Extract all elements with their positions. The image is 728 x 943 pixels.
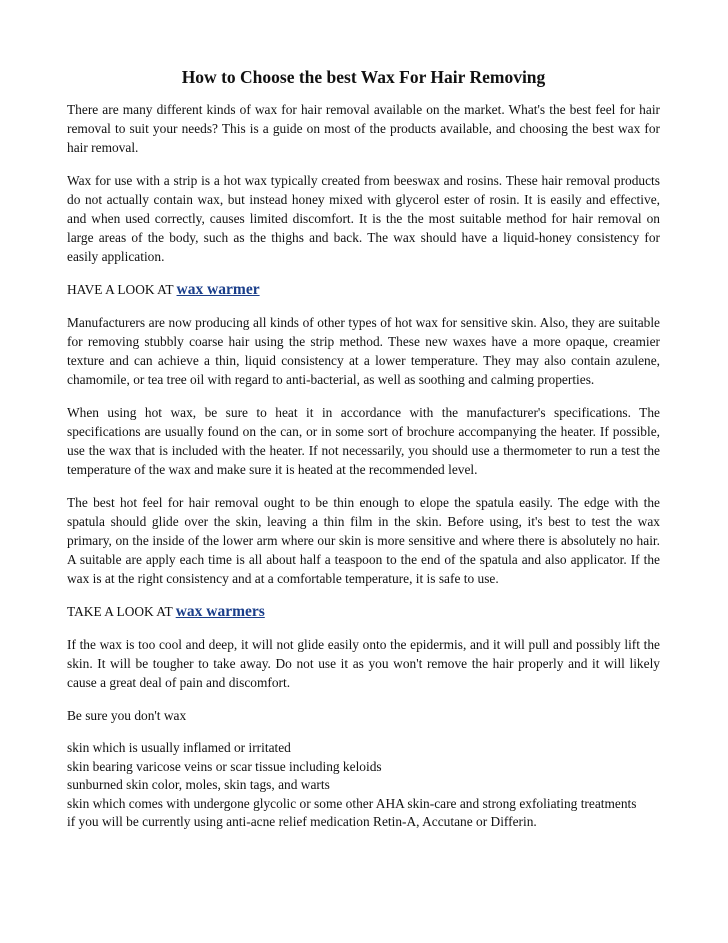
list-item: skin which comes with undergone glycolic or some other AHA skin-care and strong exfoliating treatments — [67, 795, 637, 811]
wax-warmers-link[interactable]: wax warmers — [175, 603, 265, 620]
cta-prefix: HAVE A LOOK AT — [67, 282, 174, 297]
too-cool-paragraph: If the wax is too cool and deep, it will not glide easily onto the epidermis, and it will pull and possibly lift the skin. It will be tougher to take away. Do not use it as you won't remove the hair properly and it will likely cause a great deal of pain and discomfort. — [67, 637, 660, 690]
best-feel-paragraph: The best hot feel for hair removal ought to be thin enough to elope the spatula easily. The edge with the spatula should glide over the skin, leaving a thin film in the skin. Before using, it's best to test the wax primary, on the inside of the lower arm where our skin is more sensitive and where there is absolutely no hair. A suitable are apply each time is all about half a teaspoon to the end of the spatula and also applicator. If the wax is at the right consistency and at a comfortable temperature, it is safe to use. — [67, 495, 660, 586]
manufacturers-paragraph: Manufacturers are now producing all kinds of other types of hot wax for sensitive skin. Also, they are suitable for removing stubbly coarse hair using the strip method. These new waxes have a more opaque, creamier texture and can achieve a thin, liquid consistency at a lower temperature. They may also contain azulene, chamomile, or tea tree oil with regard to anti-bacterial, as well as soothing and calming properties. — [67, 315, 660, 387]
intro-paragraph: There are many different kinds of wax for hair removal available on the market. What's the best feel for hair removal to suit your needs? This is a guide on most of the products available, and choosing the best wax for hair removal. — [67, 102, 660, 155]
be-sure-paragraph: Be sure you don't wax — [67, 708, 187, 723]
list-item: sunburned skin color, moles, skin tags, and warts — [67, 777, 330, 792]
list-item: if you will be currently using anti-acne relief medication Retin-A, Accutane or Differin. — [67, 814, 537, 829]
page-title: How to Choose the best Wax For Hair Removing — [181, 67, 546, 87]
cta-prefix: TAKE A LOOK AT — [67, 604, 173, 619]
contraindications-list — [67, 739, 660, 832]
list-item: skin which is usually inflamed or irritated — [67, 740, 291, 755]
cta-have-a-look — [67, 280, 660, 299]
wax-warmer-link[interactable]: wax warmer — [176, 281, 260, 298]
strip-wax-paragraph: Wax for use with a strip is a hot wax typically created from beeswax and rosins. These hair removal products do not actually contain wax, but instead honey mixed with glycerol ester of rosin. It is easily and effective, and when used correctly, causes limited discomfort. It is the the most suitable method for hair removal on large areas of the body, such as the thighs and back. The wax should have a liquid-honey consistency for easily application. — [67, 173, 660, 264]
heating-paragraph: When using hot wax, be sure to heat it in accordance with the manufacturer's specifications. The specifications are usually found on the can, or in some sort of brochure accompanying the heater. If possible, use the wax that is included with the heater. If not necessarily, you should use a thermometer to run a test the temperature of the wax and make sure it is heated at the recommended level. — [67, 405, 660, 477]
list-item: skin bearing varicose veins or scar tissue including keloids — [67, 758, 382, 774]
cta-take-a-look — [67, 602, 660, 621]
document-page — [67, 66, 660, 832]
